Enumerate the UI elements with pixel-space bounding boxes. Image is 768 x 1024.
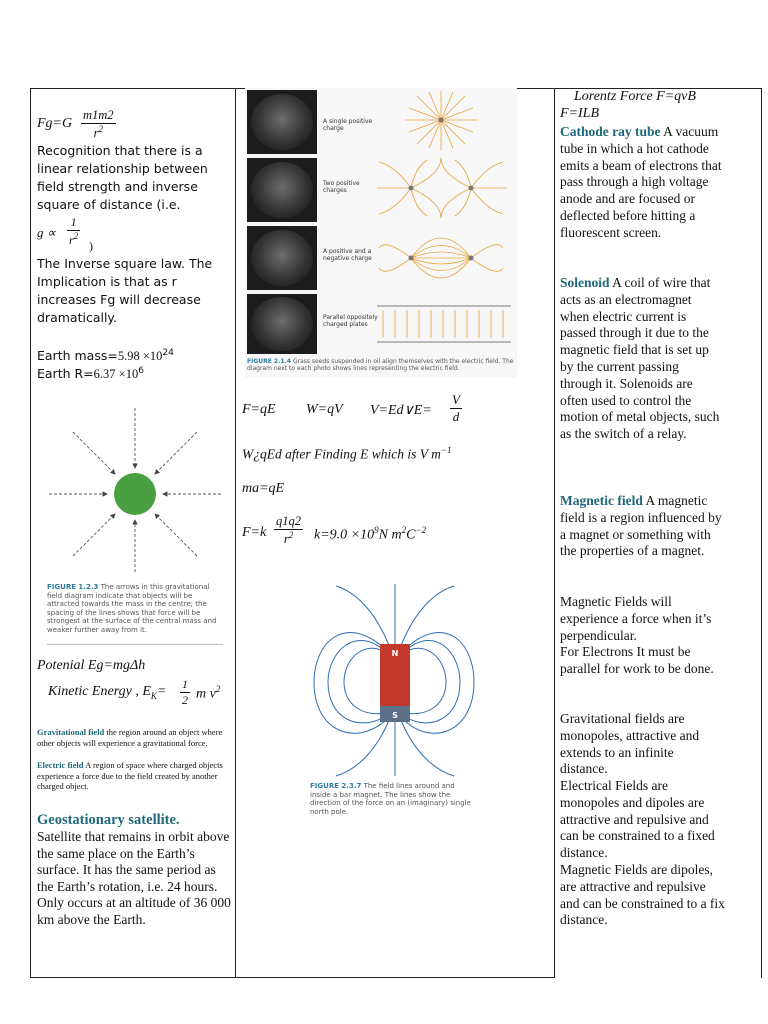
coulomb-law-equation: F=k $\frac{q1q2}{r^2}$ $k=9.0 \times 10^9N$ $m^2C^{-2}$ <box>242 514 426 547</box>
field-line-top-right <box>400 586 454 648</box>
electric-field-definition: Electric field A region of space where charged objects experience a force due to the field created by another charged object. <box>37 760 223 791</box>
lorentz-force: Lorentz Force F=qvB <box>574 89 696 104</box>
cathode-ray-definition: Cathode ray tube A vacuum tube in which a hot cathode emits a beam of electrons that pass through a high voltage anode and are focused or deflected before hitting a fluorescent screen. <box>560 124 722 240</box>
table-left-border <box>30 88 31 978</box>
table-divider-2 <box>554 88 555 978</box>
solenoid-definition: Solenoid A coil of wire that acts as an electromagnet when electric current is passed through it due to the magnetic field that is set up by the current passing through it. Solenoids are often used to control the motion of metal objects, such as the switch of a relay. <box>560 275 720 442</box>
field-arrow-ne <box>155 432 197 474</box>
magnetic-field-definition: Magnetic field A magnetic field is a region influenced by a magnet or something with the properties of a magnet. <box>560 493 722 559</box>
work-equation: W¿qEd after Finding E which is V $m^{-1}$ <box>242 445 452 462</box>
magnetic-dipole-note: Magnetic Fields are dipoles, are attractive and repulsive and can be constrained to a fix distance. <box>560 862 725 928</box>
proportionality: g ∝ $\frac{1}{r^2}$ ) <box>37 215 93 253</box>
geostationary-text: Satellite that remains in orbit above the same place on the Earth’s surface. It has the same period as the Earth’s rotation, i.e. 24 hours. Only occurs at an altitude of 36 000 km above the Earth. <box>37 829 231 927</box>
table-bottom-border <box>30 977 554 978</box>
electric-figure-caption: FIGURE 2.1.4 Grass seeds suspended in oil align themselves with the electric field. The diagram next to each photo shows lines representing the electric field. <box>247 358 514 372</box>
field-arrow-se <box>155 514 197 556</box>
kinetic-energy: Kinetic Energy , $E_K=$ $\frac{1}{2}$ m $v^2$ <box>48 677 221 707</box>
field-arrow-sw <box>73 514 115 556</box>
field-arrow-nw <box>73 432 115 474</box>
field-loop-left-mid <box>328 640 386 722</box>
central-mass <box>114 473 156 515</box>
magnet-figure-caption: FIGURE 2.3.7 The field lines around and inside a bar magnet. The lines show the direction of the force on an (imaginary) single north pole. <box>310 782 471 816</box>
gravitational-field-definition: Gravitational field the region around an object where other objects will experience a gravitational force. <box>37 727 223 748</box>
plate-label-4: Parallel oppositely charged plates <box>323 314 378 328</box>
magnet-s-label: S <box>392 711 398 720</box>
earth-mass: Earth mass=5.98 $\times 10^{24}$ <box>37 348 174 364</box>
table-divider-1 <box>235 88 236 978</box>
field-line-diagrams <box>375 88 517 358</box>
gravitational-field-diagram <box>45 400 225 580</box>
geostationary-title: Geostationary satellite. <box>37 812 180 828</box>
gravity-figure-caption: FIGURE 1.2.3 The arrows in this gravitational field diagram indicate that objects will be attracted towards the mass in the centre; the spacing of the lines shows that force will be strongest at the surface of the central mass and weaker further away from it. <box>47 583 217 634</box>
force-mass-equation: ma=qE <box>242 481 285 496</box>
potential-energy: Potenial Eg=mgΔh <box>37 658 146 673</box>
dipole-field-lines <box>379 238 503 278</box>
plate-label-3: A positive and a negative charge <box>323 248 372 262</box>
magnet-n-label: N <box>391 649 399 658</box>
recognition-text: Recognition that there is a linear relationship between field strength and inverse square of distance (i.e. <box>37 143 208 212</box>
gravity-equation: Fg=G $\frac{m1m2}{r^2}$ <box>37 108 114 141</box>
field-loop-right-outer <box>404 633 474 734</box>
electrons-note: For Electrons It must be parallel for work to be done. <box>560 644 714 676</box>
field-line-bottom-right <box>400 718 454 776</box>
magnetic-force-note: Magnetic Fields will experience a force when it’s perpendicular. <box>560 594 712 643</box>
plate-label-1: A single positive charge <box>323 118 373 132</box>
force-ilb: F=ILB <box>560 106 599 121</box>
table-right-border <box>761 88 762 978</box>
electric-field-figure <box>245 88 517 378</box>
repulsive-field-lines <box>377 158 507 218</box>
plate-label-2: Two positive charges <box>323 180 360 194</box>
earth-radius: Earth $R=6.37 \times 10^6$ <box>37 366 144 382</box>
field-line-bottom-left <box>336 718 390 776</box>
electrical-field-note: Electrical Fields are monopoles and dipoles are attractive and repulsive and can be constrained to a fixed distance. <box>560 778 715 861</box>
bar-magnet-diagram <box>306 582 482 778</box>
caption-rule <box>47 644 223 645</box>
field-loop-left-outer <box>314 633 386 734</box>
electric-equations-row: F=qE W=qV V=Ed∨E= $\frac{V}{d}$ <box>242 392 460 424</box>
gravitational-monopole-note: Gravitational fields are monopoles, attractive and extends to an infinite distance. <box>560 711 700 777</box>
inverse-square-law: The Inverse square law. The Implication is that as r increases Fg will decrease dramatically. <box>37 256 213 325</box>
field-line-top-left <box>336 586 390 648</box>
parallel-plate-field-lines <box>383 310 503 338</box>
